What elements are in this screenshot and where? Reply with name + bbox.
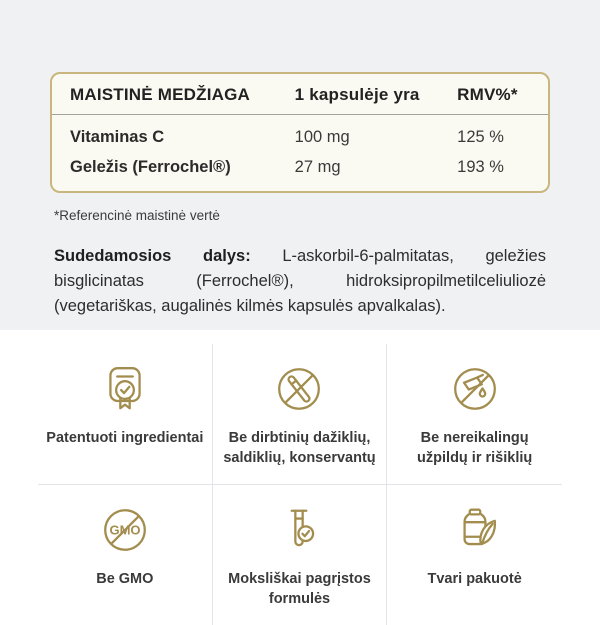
feature-no-fillers-binders: [387, 344, 562, 485]
feature-label: Be GMO: [96, 571, 154, 588]
nutrient-rmv: 125 %: [457, 128, 504, 146]
features-grid: [38, 344, 562, 625]
ingredients-paragraph: [54, 244, 546, 318]
nutrient-name: Geležis (Ferrochel®): [70, 158, 231, 176]
feature-label: Patentuoti ingredientai: [46, 430, 204, 446]
feature-no-artificial-additives: [213, 344, 388, 485]
nutrient-name: Vitaminas C: [70, 128, 165, 146]
feature-science-based: [213, 485, 388, 625]
svg-text:GMO: GMO: [109, 522, 141, 538]
facts-table-body: [52, 115, 548, 191]
feature-sustainable-package: [387, 485, 562, 625]
feature-label: Tvari pakuotė: [427, 571, 522, 588]
product-features-section: [0, 330, 600, 625]
no-artificial-additives-icon: [274, 362, 324, 416]
nutrient-amount: 100 mg: [294, 128, 350, 146]
science-testtube-icon: [274, 503, 324, 557]
sustainable-package-icon: [450, 503, 500, 557]
ingredients-label: Sudedamosios dalys:: [54, 247, 251, 265]
nutrient-amount: 27 mg: [294, 158, 341, 176]
nutrition-facts-table: [50, 72, 550, 193]
facts-table-header-row: [52, 74, 548, 115]
nutrient-rmv: 193 %: [457, 158, 504, 176]
feature-label: Be nereikalingų užpildų ir rišiklių: [417, 430, 533, 466]
feature-patented-ingredients: [38, 344, 213, 485]
header-amount: 1 kapsulėje yra: [294, 85, 420, 104]
table-row: [70, 128, 548, 147]
reference-value-footnote: *Referencinė maistinė vertė: [54, 208, 220, 223]
feature-label: Be dirbtinių dažiklių, saldiklių, konservantų: [223, 430, 376, 466]
header-nutrient: MAISTINĖ MEDŽIAGA: [70, 85, 251, 104]
no-gmo-icon: [100, 503, 150, 557]
ingredients-text: L-askorbil-6-palmitatas, geležies bisglicinatas (Ferrochel®), hidroksipropilmetilceliuliozė (vegetariškas, augalinės kilmės kapsulės apvalkalas).: [54, 247, 546, 315]
header-rmv: RMV%*: [457, 85, 518, 104]
feature-no-gmo: [38, 485, 213, 625]
table-row: [70, 158, 548, 177]
certificate-badge-icon: [100, 362, 150, 416]
no-fillers-binders-icon: [450, 362, 500, 416]
feature-label: Moksliškai pagrįstos formulės: [228, 571, 371, 607]
